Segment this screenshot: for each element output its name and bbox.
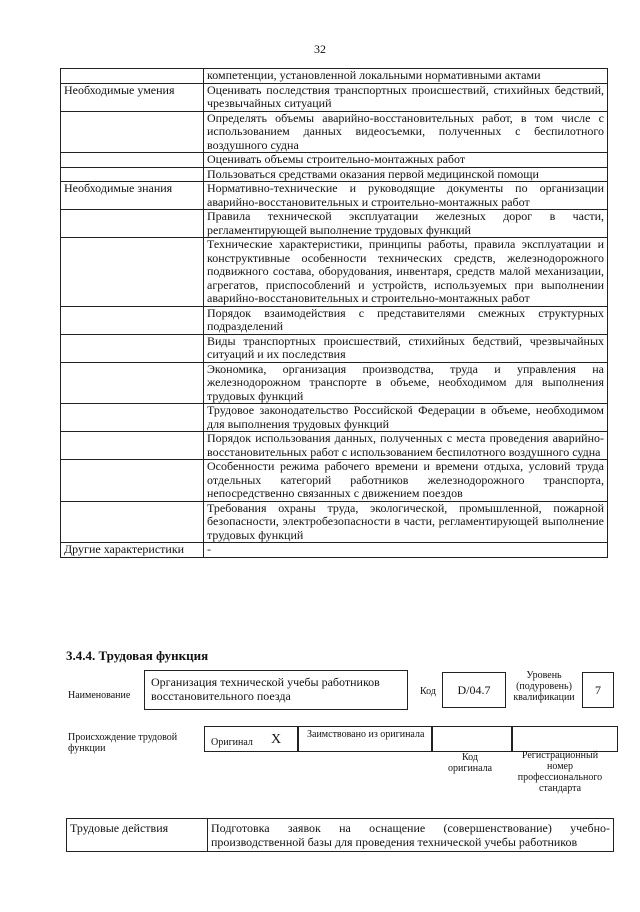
table-row xyxy=(61,83,608,111)
row-label xyxy=(61,501,204,543)
row-label xyxy=(61,432,204,460)
code-label: Код xyxy=(420,686,436,697)
row-value: Виды транспортных происшествий, стихийных бедствий, чрезвычайных ситуаций и их последствия xyxy=(204,334,608,362)
code-origin-label: Код оригинала xyxy=(448,752,493,774)
table-row xyxy=(61,362,608,404)
table-row xyxy=(61,543,608,558)
row-value: Технические характеристики, принципы работы, правила эксплуатации и конструктивные особенности технических средств, железнодорожного подвижного состава, оборудования, инвентаря, средств малой механизации, агрегатов, приспособлений и устройств, используемых при выполнении аварийно-восстановительных и строительно-монтажных работ xyxy=(204,238,608,307)
row-label: Необходимые умения xyxy=(61,83,204,111)
row-label xyxy=(61,362,204,404)
row-label xyxy=(61,238,204,307)
table-row xyxy=(61,69,608,84)
row-label xyxy=(61,404,204,432)
row-label xyxy=(61,69,204,84)
level-label: Уровень (подуровень) квалификации xyxy=(513,670,575,703)
name-label: Наименование xyxy=(68,690,131,701)
row-value: Трудовое законодательство Российской Федерации в объеме, необходимом для выполнения трудовых функций xyxy=(204,404,608,432)
table-row xyxy=(61,334,608,362)
requirements-table xyxy=(60,68,608,558)
table-row xyxy=(61,238,608,307)
borrowed-cell xyxy=(298,726,432,752)
borrowed-label: Заимствовано из оригинала xyxy=(307,729,425,740)
row-value: Особенности режима рабочего времени и времени отдыха, условий труда отдельных категорий работников железнодорожного транспорта, непосредственно связанных с движением поездов xyxy=(204,460,608,502)
original-label: Оригинал xyxy=(211,737,253,748)
row-value: Порядок использования данных, полученных с места проведения аварийно-восстановительных работ с использованием беспилотного воздушного судна xyxy=(204,432,608,460)
actions-value: Подготовка заявок на оснащение (совершенствование) учебно-производственной базы для проведения технической учебы работников xyxy=(208,819,614,852)
row-label: Необходимые знания xyxy=(61,182,204,210)
row-label xyxy=(61,167,204,182)
table-row xyxy=(61,210,608,238)
table-row xyxy=(61,432,608,460)
table-row xyxy=(67,819,614,852)
row-label xyxy=(61,306,204,334)
row-value: Оценивать последствия транспортных происшествий, стихийных бедствий, чрезвычайных ситуаций xyxy=(204,83,608,111)
row-value: Экономика, организация производства, труда и управления на железнодорожном транспорте в объеме, необходимом для выполнения трудовых функций xyxy=(204,362,608,404)
row-value: Оценивать объемы строительно-монтажных работ xyxy=(204,153,608,168)
table-row xyxy=(61,306,608,334)
table-row xyxy=(61,404,608,432)
origin-label: Происхождение трудовой функции xyxy=(68,732,178,754)
table-row xyxy=(61,460,608,502)
table-row xyxy=(61,153,608,168)
origin-row xyxy=(204,726,496,752)
reg-number-label: Регистрационный номер профессионального стандарта xyxy=(517,750,603,794)
function-name-box: Организация технической учебы работников восстановительного поезда xyxy=(144,670,408,710)
section-heading: 3.4.4. Трудовая функция xyxy=(66,648,209,663)
table-row xyxy=(61,501,608,543)
row-value: Определять объемы аварийно-восстановительных работ, в том числе с использованием данных видеосъемки, полученных с беспилотного воздушного судна xyxy=(204,111,608,153)
row-label: Другие характеристики xyxy=(61,543,204,558)
row-label xyxy=(61,460,204,502)
row-value: - xyxy=(204,543,608,558)
actions-table xyxy=(66,818,614,852)
row-label xyxy=(61,111,204,153)
row-value: Требования охраны труда, экологической, промышленной, пожарной безопасности, электробезопасности в части, регламентирующей выполнение трудовых функций xyxy=(204,501,608,543)
row-label xyxy=(61,210,204,238)
row-label xyxy=(61,334,204,362)
page-number: 32 xyxy=(314,42,326,56)
table-row xyxy=(61,111,608,153)
row-value: Правила технической эксплуатации железных дорог в части, регламентирующей выполнение трудовых функций xyxy=(204,210,608,238)
row-value: компетенции, установленной локальными нормативными актами xyxy=(204,69,608,84)
reg-number-cell xyxy=(512,726,618,752)
original-mark: X xyxy=(271,732,282,747)
original-cell xyxy=(204,726,298,752)
function-code-box: D/04.7 xyxy=(442,672,506,708)
row-label xyxy=(61,153,204,168)
actions-label: Трудовые действия xyxy=(67,819,208,852)
level-value-box: 7 xyxy=(582,672,614,708)
row-value: Порядок взаимодействия с представителями смежных структурных подразделений xyxy=(204,306,608,334)
table-row xyxy=(61,182,608,210)
row-value: Нормативно-технические и руководящие документы по организации аварийно-восстановительных и строительно-монтажных работ xyxy=(204,182,608,210)
table-row xyxy=(61,167,608,182)
row-value: Пользоваться средствами оказания первой медицинской помощи xyxy=(204,167,608,182)
code-origin-cell xyxy=(432,726,512,752)
